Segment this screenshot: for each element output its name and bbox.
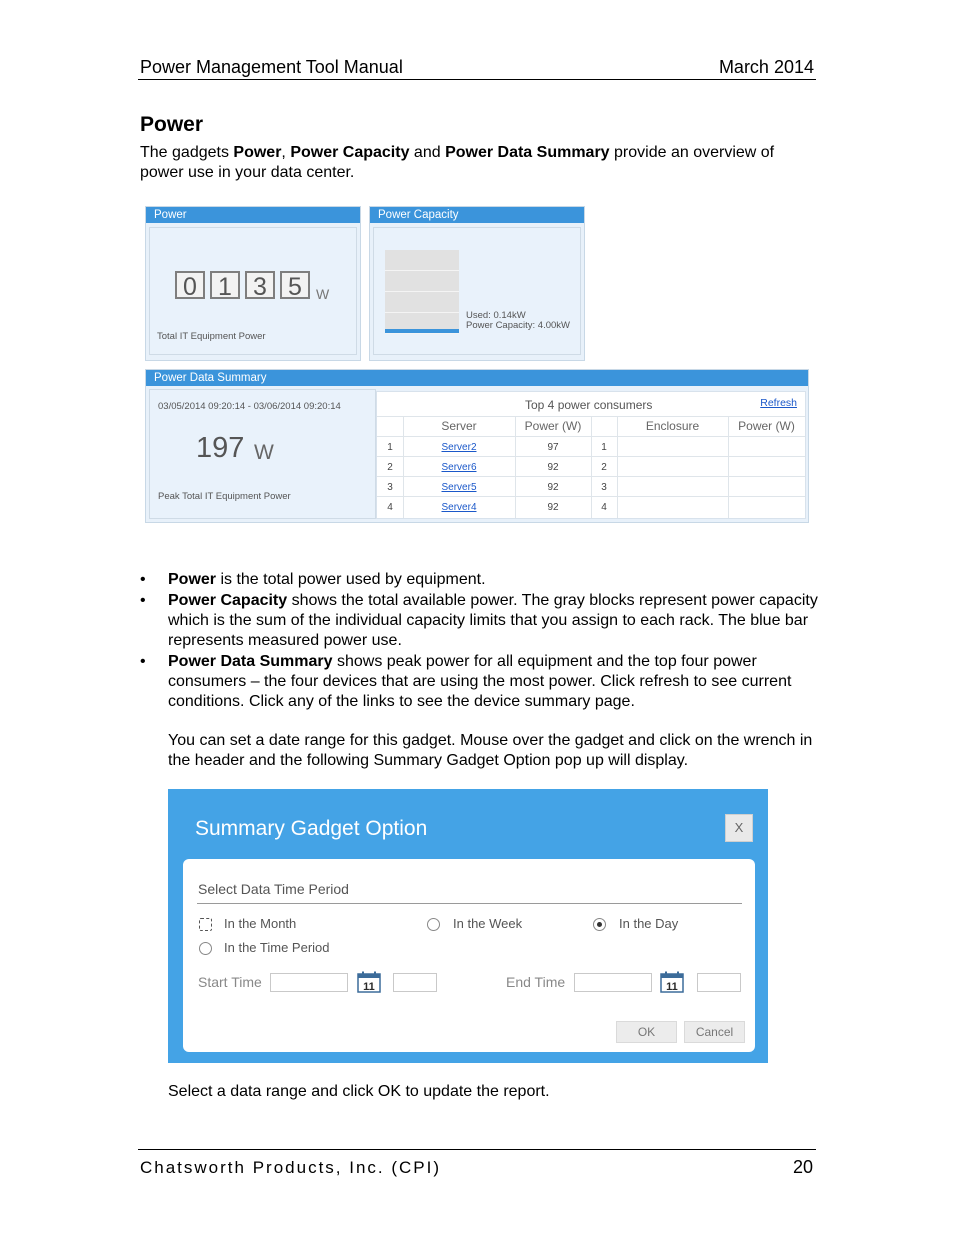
start-time-label: Start Time <box>198 974 262 990</box>
table-cell-power: 92 <box>547 502 559 513</box>
calendar-icon[interactable] <box>357 971 381 993</box>
top-consumers-table <box>376 391 806 519</box>
list-item: • Power Data Summary shows peak power for all equipment and the top four power consumers – the four devices that are using the most power. Click refresh to see current conditions. Click any of the links to see the device summary page. <box>140 653 792 710</box>
section-title: Power <box>140 113 204 136</box>
table-title: Top 4 power consumers <box>525 398 653 412</box>
calendar-day: 11 <box>666 981 678 993</box>
intro-paragraph: The gadgets Power, Power Capacity and Power Data Summary provide an overview of power use in your data center. <box>140 144 775 181</box>
radio-label-time-period: In the Time Period <box>224 940 330 955</box>
bullet-icon: • <box>140 592 146 609</box>
page-number: 20 <box>792 1157 813 1177</box>
capacity-used-label: Used: 0.14kW <box>466 310 526 321</box>
dialog-title: Summary Gadget Option <box>195 817 428 840</box>
server-link[interactable]: Server6 <box>441 462 477 473</box>
power-digit: 1 <box>210 271 240 299</box>
start-hour-input[interactable] <box>393 973 437 992</box>
power-digit: 3 <box>245 271 275 299</box>
close-button[interactable]: X <box>725 814 753 842</box>
table-cell-server <box>403 502 515 513</box>
closing-paragraph: Select a data range and click OK to update the report. <box>168 1083 550 1100</box>
server-link[interactable]: Server2 <box>441 442 477 453</box>
document-date: March 2014 <box>718 57 814 77</box>
row-number: 3 <box>387 482 393 493</box>
capacity-block <box>385 292 459 313</box>
end-hour-input[interactable] <box>697 973 741 992</box>
table-cell-power: 92 <box>547 482 559 493</box>
bullet-icon: • <box>140 653 146 670</box>
power-digit: 0 <box>175 271 205 299</box>
table-cell-server <box>403 462 515 473</box>
footer-company: Chatsworth Products, Inc. (CPI) <box>140 1158 442 1177</box>
power-data-summary-gadget <box>145 369 809 523</box>
row-number: 3 <box>601 482 607 493</box>
row-number: 1 <box>601 442 607 453</box>
power-gadget-header[interactable]: Power <box>146 207 360 223</box>
header-rule <box>138 79 816 80</box>
end-date-input[interactable] <box>574 973 652 992</box>
power-gadget <box>145 206 361 361</box>
power-capacity-gadget-header[interactable]: Power Capacity <box>370 207 584 223</box>
power-unit: W <box>316 286 330 302</box>
row-number: 2 <box>601 462 607 473</box>
row-number: 1 <box>387 442 393 453</box>
power-digit: 5 <box>280 271 310 299</box>
capacity-block <box>385 250 459 271</box>
server-link[interactable]: Server4 <box>441 502 477 513</box>
peak-power-value: 197 <box>196 432 245 464</box>
capacity-block <box>385 271 459 292</box>
list-item: • Power is the total power used by equipment. <box>140 571 486 588</box>
table-cell-server <box>403 482 515 493</box>
power-capacity-gadget-body <box>373 227 581 355</box>
ok-button[interactable]: OK <box>616 1021 677 1043</box>
radio-in-the-month[interactable] <box>199 918 212 931</box>
column-header-server: Server <box>441 419 477 433</box>
summary-left-panel <box>149 389 376 519</box>
footer-rule <box>138 1149 816 1150</box>
dialog-divider <box>197 903 742 904</box>
refresh-link[interactable]: Refresh <box>760 397 797 409</box>
power-gadget-body <box>149 227 357 355</box>
date-range-paragraph: You can set a date range for this gadget. Mouse over the gadget and click on the wrench in the header and the following Summary Gadget Option pop up will display. <box>168 732 813 769</box>
column-header-power: Power (W) <box>524 419 582 433</box>
row-number: 4 <box>601 502 607 513</box>
bullet-list <box>140 570 820 713</box>
radio-label-week: In the Week <box>453 916 523 931</box>
capacity-total-label: Power Capacity: 4.00kW <box>466 320 571 331</box>
document-title: Power Management Tool Manual <box>140 57 403 77</box>
table-cell-power: 92 <box>547 462 559 473</box>
bullet-icon: • <box>140 571 146 588</box>
power-capacity-gadget <box>369 206 585 361</box>
dialog-section-title: Select Data Time Period <box>198 881 349 897</box>
power-data-summary-header[interactable]: Power Data Summary <box>146 370 808 386</box>
server-link[interactable]: Server5 <box>441 482 477 493</box>
power-label: Total IT Equipment Power <box>157 331 266 342</box>
cancel-button[interactable]: Cancel <box>684 1021 745 1043</box>
end-time-label: End Time <box>506 974 566 990</box>
list-item: • Power Capacity shows the total available power. The gray blocks represent power capacity which is the sum of the individual capacity limits that you assign to each rack. The blue bar represents measured power use. <box>140 592 818 649</box>
radio-in-the-week[interactable] <box>427 918 440 931</box>
column-header-enclosure: Enclosure <box>645 419 700 433</box>
peak-power-unit: W <box>254 441 274 464</box>
radio-in-the-day[interactable] <box>593 918 606 931</box>
capacity-usage-bar <box>385 329 459 333</box>
calendar-day: 11 <box>363 981 375 993</box>
radio-label-day: In the Day <box>619 916 679 931</box>
start-date-input[interactable] <box>270 973 348 992</box>
row-number: 2 <box>387 462 393 473</box>
radio-label-month: In the Month <box>224 916 297 931</box>
column-header-enclosure-power: Power (W) <box>738 419 795 433</box>
summary-date-range: 03/05/2014 09:20:14 - 03/06/2014 09:20:14 <box>158 401 341 412</box>
row-number: 4 <box>387 502 393 513</box>
radio-in-the-time-period[interactable] <box>199 942 212 955</box>
peak-power-label: Peak Total IT Equipment Power <box>158 491 291 502</box>
calendar-icon[interactable] <box>660 971 684 993</box>
table-cell-power: 97 <box>547 442 559 453</box>
table-cell-server <box>403 442 515 453</box>
